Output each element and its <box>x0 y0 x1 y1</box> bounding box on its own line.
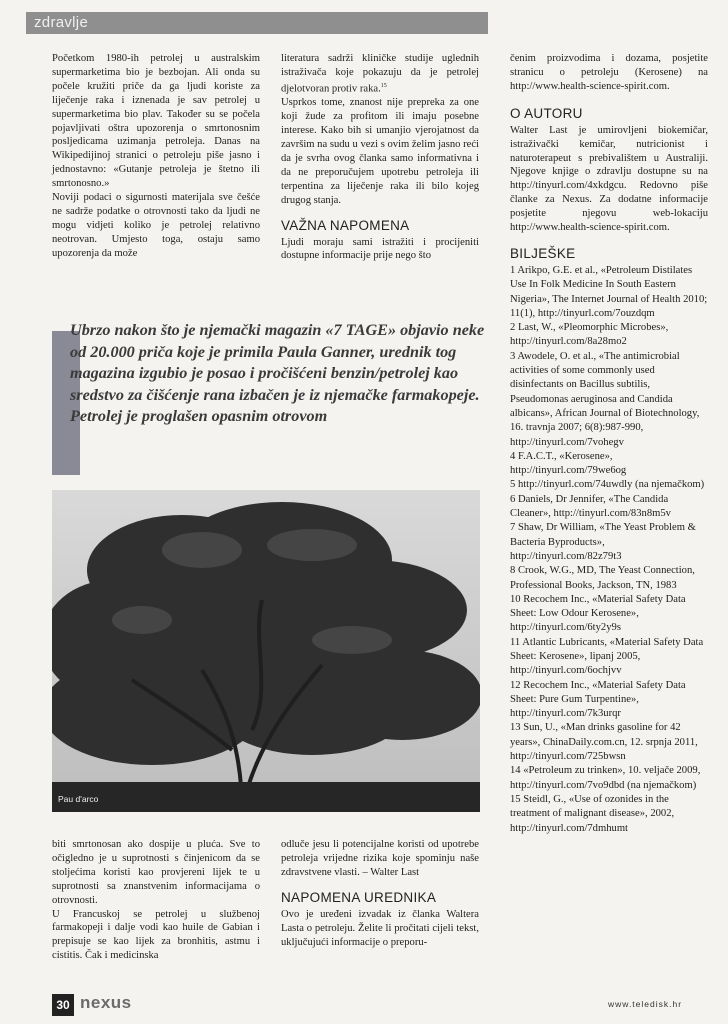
section-heading: VAŽNA NAPOMENA <box>281 217 410 233</box>
section-label: zdravlje <box>34 14 89 31</box>
column-3 <box>510 52 708 836</box>
reference-item: 4 F.A.C.T., «Kerosene», http://tinyurl.com/79we6og <box>510 450 627 477</box>
reference-item: 2 Last, W., «Pleomorphic Microbes», http://tinyurl.com/8a28mo2 <box>510 322 669 348</box>
reference-item: 12 Recochem Inc., «Material Safety Data Sheet: Pure Gum Turpentine», http://tinyurl.com/7k3urqr <box>510 679 686 720</box>
notes-heading: BILJEŠKE <box>510 245 576 261</box>
paragraph: U Francuskoj se petrolej u službenoj farmakopeji i dalje vodi kao huile de Gabian i prepisuje se kao lijek za bronhitis, astmu i cistitis. Čak i medicinska <box>52 908 260 962</box>
reference-item: 15 Steidl, G., «Use of ozonides in the treatment of malignant disease», 2002, http://tinyurl.com/7dmhumt <box>510 793 675 834</box>
photo-caption: Pau d'arco <box>58 794 99 804</box>
paragraph: literatura sadrži kliničke studije uglednih istraživača koje pokazuju da je petrolej djelotvoran protiv raka.$^{15}$ <box>281 53 479 95</box>
reference-item: 11 Atlantic Lubricants, «Material Safety Data Sheet: Kerosene», lipanj 2005, http://tinyurl.com/6ochjvv <box>510 636 704 677</box>
column-4 <box>52 838 260 963</box>
reference-item: 5 http://tinyurl.com/74uwdly (na njemačkom) <box>510 479 705 491</box>
reference-item: 3 Awodele, O. et al., «The antimicrobial activities of some commonly used disinfectants on Bacillus subtilis, Pseudomonas aeruginosa and Candida albicans», African Journal of Biotechnology, 16. travnja 2007; 6(8):987-990, http://tinyurl.com/7vohegv <box>510 350 700 448</box>
paragraph: Početkom 1980-ih petrolej u australskim supermarketima bio je bezbojan. Ali onda su počele kružiti priče da ga ljudi koriste za liječenje raka i iznenada je sav petrolej u supermarketima bio plav. Također su se počela pojavljivati oštra upozorenja o smrtonosnim posljedicama uzimanja petroleja. Danas na Wikipedijinoj stranici o petroleju piše jasno i jednostavno: «Gutanje petroleja je štetno ili smrtonosno.» <box>52 53 260 190</box>
column-5 <box>281 838 479 949</box>
reference-item: 1 Arikpo, G.E. et al., «Petroleum Distilates Use In Folk Medicine In South Eastern Nigeria», The Internet Journal of Health 2010; 11(1), http://tinyurl.com/7ouzdqm <box>510 264 708 319</box>
reference-item: 6 Daniels, Dr Jennifer, «The Candida Cleaner», http://tinyurl.com/83n8m5v <box>510 493 671 520</box>
reference-item: 14 «Petroleum zu trinken», 10. veljače 2009, http://tinyurl.com/7vo9dbd (na njemačkom) <box>510 765 701 791</box>
photo-pau-darco <box>52 490 480 812</box>
paragraph: čenim proizvodima i dozama, posjetite stranicu o petroleju (Kerosene) na http://www.health-science-spirit.com. <box>510 53 708 92</box>
page-number: 30 <box>52 994 74 1016</box>
reference-item: 7 Shaw, Dr William, «The Yeast Problem & Bacteria Byproducts», http://tinyurl.com/82z79t3 <box>510 522 696 562</box>
references-list <box>510 264 708 836</box>
paragraph: Ljudi moraju sami istražiti i procijeniti dostupne informacije prije nego što <box>281 236 479 262</box>
reference-item: 10 Recochem Inc., «Material Safety Data Sheet: Low Odour Kerosene», http://tinyurl.com/6ty2y9s <box>510 593 686 634</box>
pullquote: Ubrzo nakon što je njemački magazin «7 TAGE» objavio neke od 20.000 priča koje je primila Paula Ganner, urednik tog magazina izgubio je posao i pročišćeni benzin/petrolej kao sredstvo za čišćenje rana izbačen je iz njemačke farmakopeje. Petrolej je proglašen opasnim otrovom <box>70 321 485 425</box>
footer-url: www.teledisk.hr <box>608 999 683 1009</box>
paragraph: biti smrtonosan ako dospije u pluća. Sve to očigledno je u suprotnosti s činjenicom da se stoljećima koristi kao provjereni lijek te u suprotnosti sa znanstvenim informacijama o otrovnosti. <box>52 839 260 906</box>
paragraph: Noviji podaci o sigurnosti materijala sve češće ne sadrže podatke o otrovnosti tako da ljudi ne mogu vidjeti koliko je petrolej relativno neotrovan. Umjesto toga, ostaju samo upozorenja da može <box>52 192 260 259</box>
paragraph: Ovo je uređeni izvadak iz članka Waltera Lasta o petroleju. Želite li pročitati cijeli tekst, uključujući informacije o preporu- <box>281 908 479 948</box>
author-paragraph: Walter Last je umirovljeni biokemičar, istraživački kemičar, nutricionist i naturoterapeut s prebivalištem u Australiji. Njegove knjige o zdravlju dostupne su na http://tinyurl.com/4xkdgcu. Redovno piše članke za Nexus. Za dodatne informacije posjetite njegovu web-lokaciju http://www.health-science-spirit.com. <box>510 124 708 234</box>
author-heading: O AUTORU <box>510 105 583 121</box>
reference-item: 13 Sun, U., «Man drinks gasoline for 42 years», ChinaDaily.com.cn, 12. srpnja 2011, http://tinyurl.com/725bwsn <box>510 722 698 763</box>
column-1 <box>52 52 260 261</box>
column-2 <box>281 52 479 263</box>
editor-note-heading: NAPOMENA UREDNIKA <box>281 889 437 905</box>
paragraph: Usprkos tome, znanost nije prepreka za one koji žude za profitom ili imaju posebne interese. Kako bih si umanjio vjerojatnost da završim na sudu u vezi s ovim želim jasno reći da je svrha ovog članka samo informativna i da ne preporučujem upotrebu petroleja ili terpentina za liječenje raka ili bilo kojeg drugog stanja. <box>281 97 479 206</box>
section-header-bar <box>26 12 488 34</box>
tree-photo-illustration <box>52 490 480 812</box>
magazine-logo: nexus <box>80 993 132 1012</box>
paragraph: odluče jesu li potencijalne koristi od upotrebe petroleja vrijedne rizika koje spominju naše zdravstvene vlasti. – Walter Last <box>281 839 479 878</box>
reference-item: 8 Crook, W.G., MD, The Yeast Connection, Professional Books, Jackson, TN, 1983 <box>510 565 695 591</box>
